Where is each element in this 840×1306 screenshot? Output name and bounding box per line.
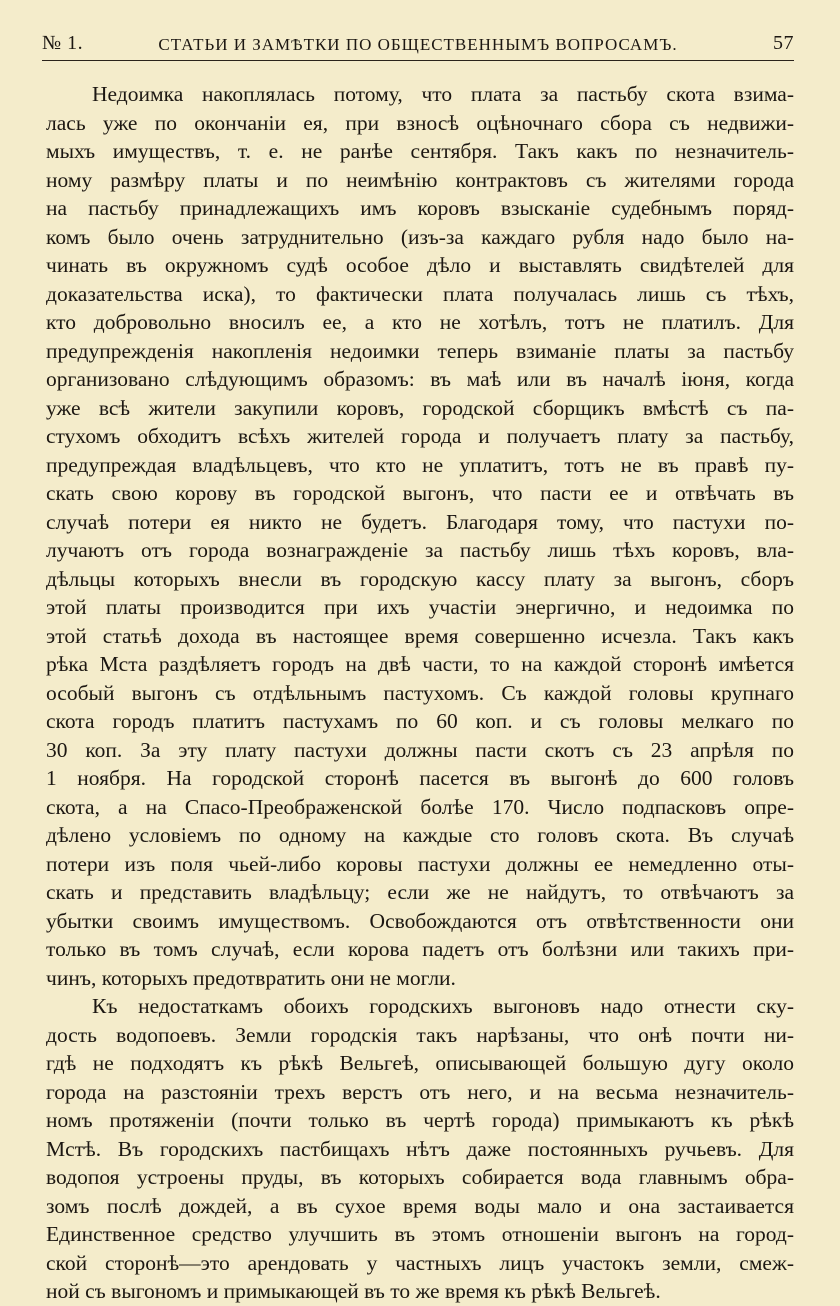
text-line: дѣльцы которыхъ внесли въ городскую кассу плату за выгонъ, сборъ (46, 566, 794, 591)
text-line: скота городъ платитъ пастухамъ по 60 коп. и съ головы мелкаго по (46, 709, 794, 733)
text-line: гдѣ не подходятъ къ рѣкѣ Вельгеѣ, описывающей большую дугу около (46, 1051, 794, 1075)
text-line: номъ протяженiи (почти только въ чертѣ города) примыкаютъ къ рѣкѣ (46, 1108, 794, 1132)
text-line: водопоя устроены пруды, въ которыхъ собирается вода главнымъ обра- (46, 1165, 794, 1189)
text-line: уже всѣ жители закупили коровъ, городской сборщикъ вмѣстѣ съ па- (46, 395, 794, 420)
text-line: чинать въ окружномъ судѣ особое дѣло и выставлять свидѣтелей для (46, 253, 794, 277)
page-number: 57 (773, 32, 794, 54)
text-line: предупрежденiя накопленiя недоимки теперь взиманiе платы за пастьбу (46, 338, 794, 363)
text-line: потери изъ поля чьей-либо коровы пастухи должны ее немедленно оты- (46, 851, 794, 876)
header-rule (42, 60, 794, 61)
text-line: скота, а на Спасо-Преображенской болѣе 170. Число подпасковъ опре- (46, 794, 794, 819)
paragraph (46, 992, 794, 1306)
text-line: Мстѣ. Въ городскихъ пастбищахъ нѣтъ даже постоянныхъ ручьевъ. Для (46, 1136, 794, 1161)
text-line: скать и представить владѣльцу; если же не найдутъ, то отвѣчаютъ за (46, 880, 794, 904)
text-line: ному размѣру платы и по неимѣнiю контрактовъ съ жителями города (46, 167, 794, 192)
text-line: мыхъ имуществъ, т. е. не ранѣе сентября. Такъ какъ по незначитель- (46, 139, 794, 163)
text-line: дѣлено условiемъ по одному на каждые сто головъ скота. Въ случаѣ (46, 823, 794, 847)
issue-number: № 1. (42, 32, 84, 54)
text-line: Къ недостаткамъ обоихъ городскихъ выгоновъ надо отнести ску- (92, 994, 794, 1018)
section-title: СТАТЬИ И ЗАМѢТКИ ПО ОБЩЕСТВЕННЫМЪ ВОПРОСАМЪ. (158, 35, 678, 54)
text-line: Единственное средство улучшить въ этомъ отношенiи выгонъ на город- (46, 1222, 794, 1246)
text-line: ской сторонѣ—это арендовать у частныхъ лицъ участокъ земли, смеж- (46, 1250, 794, 1275)
text-line: комъ было очень затруднительно (изъ-за каждаго рубля надо было на- (46, 224, 794, 249)
paragraph (46, 80, 794, 992)
text-line: рѣка Мста раздѣляетъ городъ на двѣ части, то на каждой сторонѣ имѣется (46, 652, 794, 676)
text-line: кто добровольно вносилъ ее, а кто не хотѣлъ, тотъ не платилъ. Для (46, 310, 794, 334)
text-line: города на разстоянiи трехъ верстъ отъ него, и на весьма незначитель- (46, 1079, 794, 1104)
text-line: лась уже по окончанiи ея, при взносѣ оцѣночнаго сбора съ недвижи- (46, 110, 794, 135)
text-line: скать свою корову въ городской выгонъ, что пасти ее и отвѣчать въ (46, 481, 794, 505)
text-line: 30 коп. За эту плату пастухи должны пасти скотъ съ 23 апрѣля по (46, 737, 794, 762)
text-line: дость водопоевъ. Земли городскiя такъ нарѣзаны, что онѣ почти ни- (46, 1022, 794, 1047)
text-line: только въ томъ случаѣ, если корова падетъ отъ болѣзни или такихъ при- (46, 937, 794, 961)
text-line: случаѣ потери ея никто не будетъ. Благодаря тому, что пастухи по- (46, 509, 794, 534)
article-body (46, 80, 794, 1306)
text-line: доказательства иска), то фактически плата получалась лишь съ тѣхъ, (46, 281, 794, 306)
text-line: зомъ послѣ дождей, а въ сухое время воды мало и она застаивается (46, 1193, 794, 1218)
text-line: на пастьбу принадлежащихъ имъ коровъ взысканiе судебнымъ поряд- (46, 196, 794, 220)
text-line: Недоимка накоплялась потому, что плата за пастьбу скота взима- (92, 82, 794, 106)
text-line: ной съ выгономъ и примыкающей въ то же время къ рѣкѣ Вельгеѣ. (46, 1279, 661, 1303)
running-header (42, 30, 794, 62)
text-line: лучаютъ отъ города вознагражденiе за пастьбу лишь тѣхъ коровъ, вла- (46, 538, 794, 562)
text-line: этой платы производится при ихъ участiи энергично, и недоимка по (46, 595, 794, 619)
text-line: стухомъ обходитъ всѣхъ жителей города и получаетъ плату за пастьбу, (46, 424, 794, 448)
text-line: предупреждая владѣльцевъ, что кто не уплатитъ, тотъ не въ правѣ пу- (46, 452, 794, 477)
text-line: организовано слѣдующимъ образомъ: въ маѣ или въ началѣ iюня, когда (46, 367, 794, 391)
text-line: этой статьѣ дохода въ настоящее время совершенно исчезла. Такъ какъ (46, 623, 794, 648)
text-line: 1 ноября. На городской сторонѣ пасется въ выгонѣ до 600 головъ (46, 766, 794, 790)
text-line: чинъ, которыхъ предотвратить они не могли. (46, 965, 456, 990)
text-line: особый выгонъ съ отдѣльнымъ пастухомъ. Съ каждой головы крупнаго (46, 680, 794, 705)
text-line: убытки своимъ имуществомъ. Освобождаются отъ отвѣтственности они (46, 908, 794, 933)
